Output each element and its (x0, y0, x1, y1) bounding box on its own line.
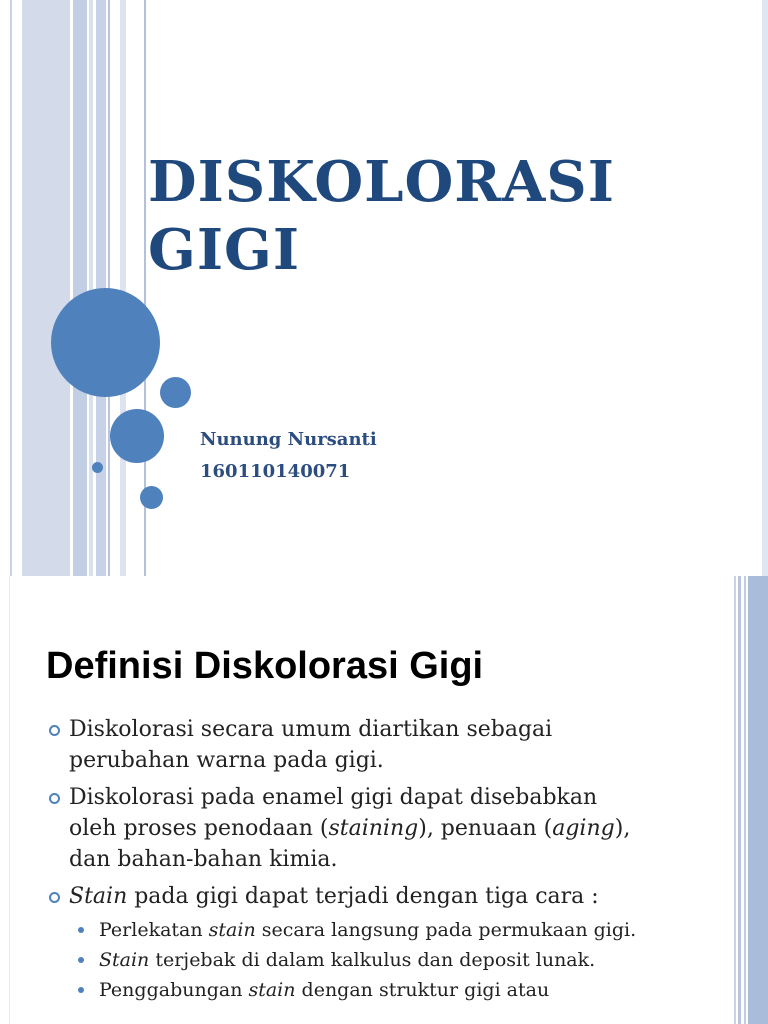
text-segment: terjebak di dalam kalkulus dan deposit lunak. (149, 949, 596, 971)
title-line-1: DISKOLORASI (148, 149, 615, 215)
bullet-item (46, 714, 646, 776)
bullet-list (46, 714, 646, 1010)
decorative-right-line (762, 0, 768, 576)
text-segment: Diskolorasi secara umum diartikan sebagai perubahan warna pada gigi. (69, 717, 553, 773)
bullet-ring-icon (49, 892, 60, 903)
decorative-stripes (0, 0, 150, 576)
text-segment: pada gigi dapat terjadi dengan tiga cara : (127, 884, 599, 909)
text-segment: Diskolorasi pada enamel gigi dapat disebabkan oleh proses penodaan ( (69, 785, 598, 841)
bullet-ring-icon (49, 793, 60, 804)
sub-bullet-list (69, 916, 646, 1004)
decorative-stripes (734, 576, 768, 1024)
text-segment: secara langsung pada permukaan gigi. (255, 919, 637, 941)
sub-bullet-item (69, 976, 646, 1004)
slide-subtitle (200, 424, 377, 488)
decorative-circle-small (160, 377, 191, 408)
italic-term: aging (552, 816, 615, 841)
title-line-2: GIGI (148, 217, 301, 283)
bullet-ring-icon (49, 725, 60, 736)
decorative-circle-large (51, 288, 160, 397)
italic-term: stain (208, 919, 256, 941)
sub-bullet-item (69, 916, 646, 944)
bullet-dot-icon (78, 987, 84, 993)
decorative-circle-medium (110, 409, 164, 463)
student-id: 160110140071 (200, 461, 351, 482)
slide-left-edge (0, 576, 10, 1024)
bullet-dot-icon (78, 957, 84, 963)
slide-heading: Definisi Diskolorasi Gigi (46, 645, 484, 687)
italic-term: Stain (69, 884, 128, 909)
italic-term: Stain (99, 949, 150, 971)
sub-bullet-item (69, 946, 646, 974)
bullet-item (46, 881, 646, 1004)
text-segment: ), dan bahan-bahan kimia. (69, 816, 631, 872)
bullet-item (46, 782, 646, 875)
decorative-circle-xsmall (140, 486, 163, 509)
author-name: Nunung Nursanti (200, 429, 377, 450)
text-segment: ), penuaan ( (418, 816, 553, 841)
text-segment: Perlekatan (99, 919, 209, 941)
bullet-dot-icon (78, 927, 84, 933)
content-slide (0, 576, 768, 1024)
text-segment: Penggabungan (99, 979, 249, 1001)
decorative-circle-tiny (92, 462, 103, 473)
slide-title (148, 148, 748, 284)
italic-term: staining (328, 816, 419, 841)
text-segment: dengan struktur gigi atau (295, 979, 550, 1001)
italic-term: stain (248, 979, 296, 1001)
